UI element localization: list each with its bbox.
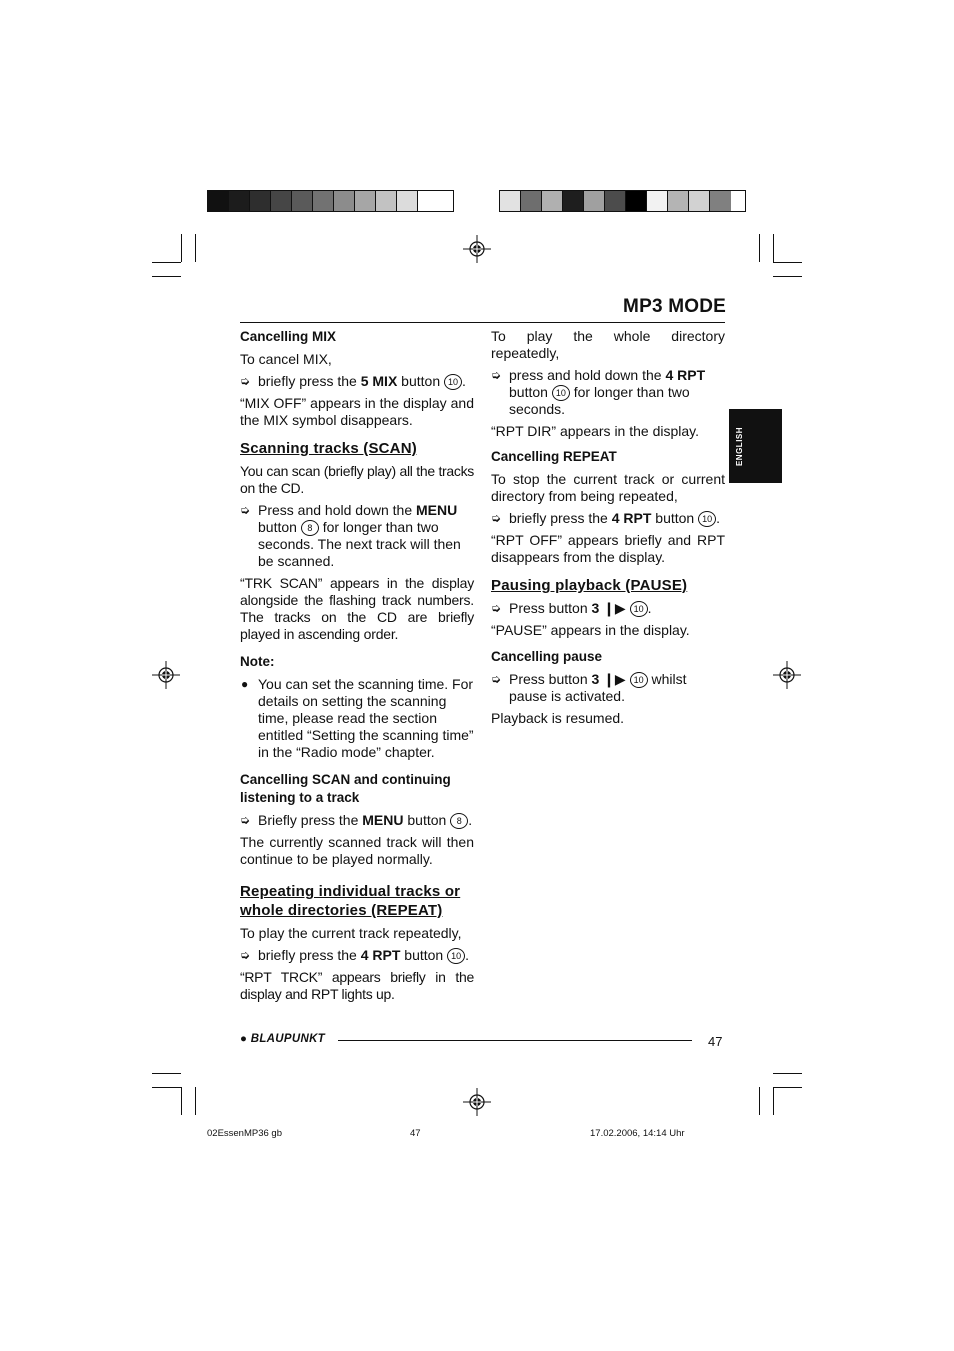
print-page-number: 47	[410, 1128, 421, 1139]
color-swatch	[542, 191, 563, 211]
note-heading: Note:	[240, 654, 275, 669]
section-heading: Pausing playback (PAUSE)	[491, 577, 688, 594]
color-swatch	[605, 191, 626, 211]
button-number: 10	[698, 511, 716, 527]
crop-mark	[195, 234, 196, 262]
arrow-icon: ➭	[240, 948, 251, 962]
arrow-icon: ➭	[240, 374, 251, 388]
key-label: 4 RPT	[611, 510, 652, 526]
button-number: 8	[450, 813, 468, 829]
color-swatch	[229, 191, 250, 211]
color-swatch	[689, 191, 710, 211]
key-label: MENU	[362, 812, 404, 828]
print-timestamp: 17.02.2006, 14:14 Uhr	[590, 1128, 685, 1139]
paragraph: “PAUSE” appears in the display.	[491, 622, 690, 638]
button-number: 10	[444, 374, 462, 390]
footer-rule	[338, 1040, 692, 1041]
instruction-step: ➭ briefly press the 4 RPT button 10 .	[240, 947, 469, 963]
color-swatch	[208, 191, 229, 211]
color-swatch	[584, 191, 605, 211]
paragraph: “RPT DIR” appears in the display.	[491, 423, 700, 439]
brand-name: BLAUPUNKT	[250, 1033, 325, 1045]
brand-logo	[240, 1033, 325, 1045]
crop-mark	[759, 234, 760, 262]
crop-mark	[773, 234, 774, 262]
paragraph: To play the current track repeatedly,	[240, 925, 462, 941]
color-swatch	[397, 191, 418, 211]
color-swatch	[313, 191, 334, 211]
button-number: 10	[447, 948, 465, 964]
instruction-step: ➭ Briefly press the MENU button 8 .	[240, 812, 473, 828]
instruction-step: ➭ briefly press the 4 RPT button 10 .	[491, 510, 720, 526]
paragraph: To play the whole directory repeatedly,	[491, 328, 725, 361]
paragraph: The currently scanned track will then continue to be played normally.	[240, 834, 474, 867]
crop-mark	[152, 276, 181, 277]
header-rule	[240, 322, 725, 323]
right-column	[491, 328, 725, 732]
color-swatch	[418, 191, 439, 211]
section-heading: Cancelling pause	[491, 649, 603, 664]
left-column	[240, 328, 474, 1008]
language-tab-label: ENGLISH	[735, 426, 744, 466]
section-heading: Scanning tracks (SCAN)	[240, 440, 417, 457]
arrow-icon: ➭	[491, 672, 502, 686]
arrow-icon: ➭	[491, 601, 502, 615]
key-label: 4 RPT	[360, 947, 401, 963]
key-label: MENU	[416, 502, 458, 518]
instruction-step: ➭ Press button 3 ❙▶ 10 .	[491, 600, 652, 616]
crop-mark	[773, 276, 802, 277]
note-bullet: ● You can set the scanning time. For details on setting the scanning time, please read the section entitled “Setting the scanning time” in the “Radio mode” chapter.	[241, 676, 474, 760]
instruction-step: ➭ briefly press the 5 MIX button 10 .	[240, 373, 466, 389]
crop-mark	[773, 262, 802, 263]
crop-mark	[195, 1087, 196, 1115]
color-swatch	[250, 191, 271, 211]
registration-mark-icon	[463, 1088, 491, 1116]
color-swatch	[521, 191, 542, 211]
key-label: 5 MIX	[360, 373, 398, 389]
button-number: 10	[630, 672, 648, 688]
paragraph: Playback is resumed.	[491, 710, 625, 726]
button-number: 10	[552, 385, 570, 401]
instruction-step: ➭ press and hold down the 4 RPT button 10 for longer than two seconds.	[491, 367, 706, 417]
brand-dot-icon: ●	[240, 1033, 248, 1045]
registration-mark-icon	[773, 661, 801, 689]
section-heading: Cancelling SCAN and continuing listening to a track	[240, 772, 451, 805]
paragraph: “MIX OFF” appears in the display and the MIX symbol disappears.	[240, 395, 474, 428]
bullet-icon: ●	[241, 677, 249, 691]
crop-mark	[181, 234, 182, 262]
instruction-step: ➭ Press button 3 ❙▶ 10 whilst pause is activated.	[491, 671, 687, 704]
registration-mark-icon	[463, 235, 491, 263]
color-swatch	[355, 191, 376, 211]
paragraph: You can scan (briefly play) all the tracks on the CD.	[240, 463, 474, 496]
color-swatch	[334, 191, 355, 211]
crop-mark	[773, 1073, 802, 1074]
color-swatch	[668, 191, 689, 211]
crop-mark	[773, 1087, 774, 1115]
button-number: 10	[630, 601, 648, 617]
key-label: 3 ❙▶	[591, 671, 626, 687]
crop-mark	[181, 1087, 182, 1115]
key-label: 4 RPT	[665, 367, 706, 383]
color-swatch	[626, 191, 647, 211]
paragraph: To stop the current track or current directory from being repeated,	[491, 471, 725, 504]
color-swatch	[500, 191, 521, 211]
color-swatch	[647, 191, 668, 211]
arrow-icon: ➭	[491, 511, 502, 525]
color-swatch	[710, 191, 731, 211]
crop-mark	[152, 262, 181, 263]
paragraph: “RPT OFF” appears briefly and RPT disappears from the display.	[491, 532, 725, 565]
key-label: 3 ❙▶	[591, 600, 626, 616]
arrow-icon: ➭	[240, 813, 251, 827]
color-swatch	[376, 191, 397, 211]
section-heading: Cancelling REPEAT	[491, 449, 617, 464]
color-bar-right	[499, 190, 746, 212]
section-heading: Repeating individual tracks or whole directories (REPEAT)	[240, 883, 461, 919]
page-title: MP3 MODE	[623, 296, 726, 317]
section-heading: Cancelling MIX	[240, 329, 337, 344]
page-number: 47	[708, 1034, 723, 1049]
paragraph: To cancel MIX,	[240, 351, 332, 367]
crop-mark	[759, 1087, 760, 1115]
color-bar-left	[207, 190, 454, 212]
language-tab	[729, 409, 782, 483]
button-number: 8	[301, 520, 319, 536]
registration-mark-icon	[152, 661, 180, 689]
crop-mark	[152, 1087, 181, 1088]
color-swatch	[292, 191, 313, 211]
arrow-icon: ➭	[240, 503, 251, 517]
crop-mark	[152, 1073, 181, 1074]
arrow-icon: ➭	[491, 368, 502, 382]
file-name: 02EssenMP36 gb	[207, 1128, 282, 1139]
paragraph: “TRK SCAN” appears in the display alongside the flashing track numbers. The tracks on the CD are briefly played in ascending order.	[240, 575, 474, 642]
instruction-step: ➭ Press and hold down the MENU button 8 for longer than two seconds. The next track will then be scanned.	[240, 502, 461, 569]
color-swatch	[563, 191, 584, 211]
paragraph: “RPT TRCK” appears briefly in the display and RPT lights up.	[240, 969, 474, 1002]
crop-mark	[773, 1087, 802, 1088]
color-swatch	[271, 191, 292, 211]
